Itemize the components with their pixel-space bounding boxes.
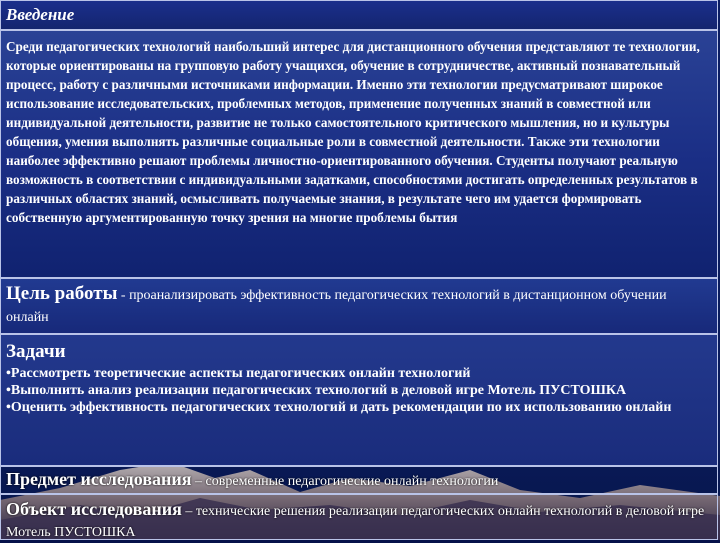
subject-line xyxy=(6,470,711,491)
task-item: •Оценить эффективность педагогических технологий и дать рекомендации по их использованию онлайн xyxy=(6,400,672,415)
object-text: – технические решения реализации педагогических онлайн технологий в деловой игре Мотель ПУСТОШКА xyxy=(6,504,705,540)
goal-section xyxy=(0,278,718,334)
goal-text: - проанализировать эффективность педагогических технологий в дистанционном обучении онлайн xyxy=(6,288,667,325)
tasks-title: Задачи xyxy=(6,341,66,362)
object-line xyxy=(6,499,711,543)
subject-section xyxy=(0,466,718,494)
intro-header xyxy=(0,0,718,30)
tasks-list xyxy=(6,365,714,416)
intro-text: Среди педагогических технологий наибольший интерес для дистанционного обучения представляют те технологии, которые ориентированы на групповую работу учащихся, обучение в сотрудничестве, активный познавательный процесс, работу с различными источниками информации. Именно эти технологии предусматривают широкое использование исследовательских, проблемных методов, применение полученных знаний в совместной или индивидуальной деятельности, развитие не только самостоятельного критического мышления, но и культуры общения, умения выполнять различные социальные роли в совместной деятельности. Также эти технологии наиболее эффективно решают проблемы личностно-ориентированного обучения. Студенты получают реальную возможность в соответствии с индивидуальными задатками, способностями достигать определенных результатов в различных областях знаний, осмысливать получаемые знания, в результате чего им удается формировать собственную аргументированную точку зрения на многие проблемы бытия xyxy=(6,39,700,225)
task-item: •Рассмотреть теоретические аспекты педагогических онлайн технологий xyxy=(6,366,471,381)
goal-line xyxy=(6,283,711,329)
subject-text: – современные педагогические онлайн технологии xyxy=(191,474,499,489)
task-item: •Выполнить анализ реализации педагогических технологий в деловой игре Мотель ПУСТОШКА xyxy=(6,383,627,398)
object-label: Объект исследования xyxy=(6,499,182,519)
intro-title: Введение xyxy=(6,5,75,24)
goal-label: Цель работы xyxy=(6,283,118,304)
subject-label: Предмет исследования xyxy=(6,469,192,489)
intro-section xyxy=(0,30,718,278)
tasks-section xyxy=(0,334,718,466)
object-section xyxy=(0,494,718,540)
